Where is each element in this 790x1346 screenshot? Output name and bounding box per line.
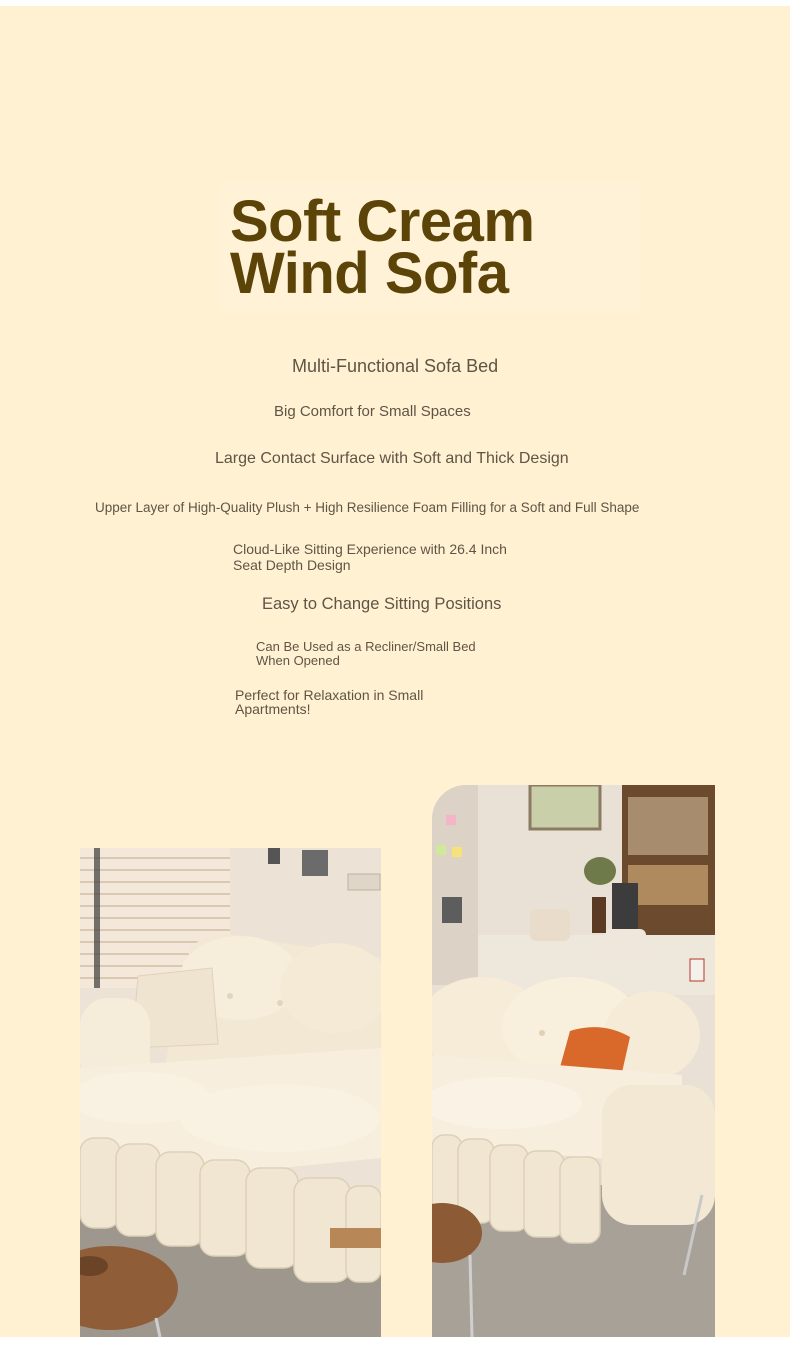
- feature-recliner: Can Be Used as a Recliner/Small Bed When Opened: [256, 639, 476, 668]
- product-title: Soft Cream Wind Sofa: [230, 189, 535, 306]
- feature-filling: Upper Layer of High-Quality Plush + High Resilience Foam Filling for a Soft and Full Shape: [95, 500, 640, 515]
- bottom-border: [0, 1337, 790, 1346]
- sofa-bed-photo: [80, 848, 381, 1337]
- feature-contact-surface: Large Contact Surface with Soft and Thick Design: [215, 450, 569, 467]
- living-room-sofa-photo: [432, 785, 715, 1337]
- feature-relaxation: Perfect for Relaxation in Small Apartments!: [235, 687, 424, 717]
- feature-small-spaces: Big Comfort for Small Spaces: [274, 403, 471, 420]
- feature-seat-depth: Cloud-Like Sitting Experience with 26.4 Inch Seat Depth Design: [233, 541, 507, 573]
- feature-positions: Easy to Change Sitting Positions: [262, 595, 502, 613]
- top-border: [0, 0, 790, 6]
- feature-headline: Multi-Functional Sofa Bed: [292, 356, 499, 376]
